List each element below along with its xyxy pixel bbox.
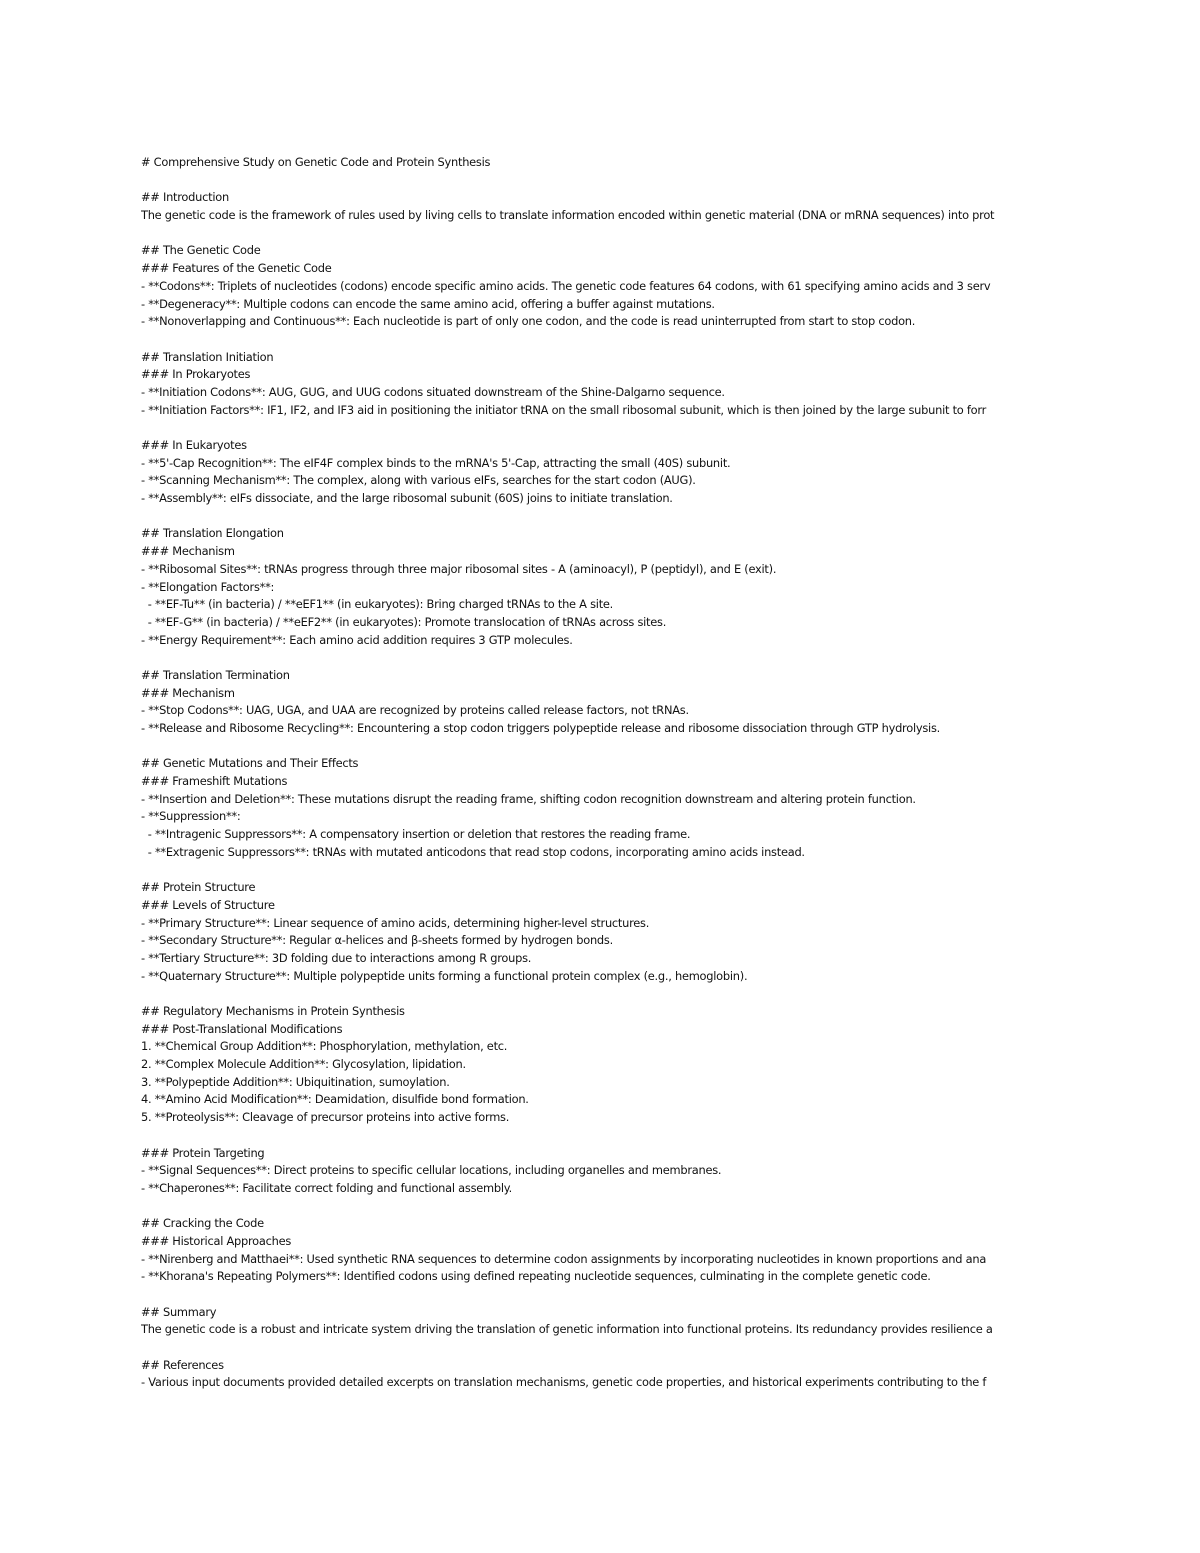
list-item: - **Khorana's Repeating Polymers**: Identified codons using defined repeating nucleotide sequences, culminating in the complete genetic code.: [141, 1269, 931, 1284]
blank-line: [141, 1198, 1059, 1216]
list-item: - **Signal Sequences**: Direct proteins to specific cellular locations, including organelles and membranes.: [141, 1163, 722, 1178]
subsection-heading: ### Protein Targeting: [141, 1145, 265, 1160]
list-item: - **Tertiary Structure**: 3D folding due to interactions among R groups.: [141, 950, 532, 965]
section-heading: ## Protein Structure: [141, 880, 256, 895]
list-item: - **Insertion and Deletion**: These mutations disrupt the reading frame, shifting codon recognition downstream and altering protein function.: [141, 791, 916, 806]
document-page: [141, 154, 1059, 1392]
subsection-heading: ### Historical Approaches: [141, 1233, 292, 1248]
paragraph: The genetic code is a robust and intricate system driving the translation of genetic information into functional proteins. Its redundancy provides resilience a: [141, 1322, 993, 1337]
blank-line: [141, 1286, 1059, 1304]
list-item: - **Energy Requirement**: Each amino acid addition requires 3 GTP molecules.: [141, 632, 573, 647]
paragraph: The genetic code is the framework of rules used by living cells to translate information encoded within genetic material (DNA or mRNA sequences) into prot: [141, 208, 995, 223]
subsection-heading: ### Mechanism: [141, 544, 235, 559]
numbered-item: 5. **Proteolysis**: Cleavage of precursor proteins into active forms.: [141, 1110, 510, 1125]
blank-line: [141, 862, 1059, 880]
list-item: - **Quaternary Structure**: Multiple polypeptide units forming a functional protein complex (e.g., hemoglobin).: [141, 968, 748, 983]
blank-line: [141, 172, 1059, 190]
section-heading: ## Translation Termination: [141, 667, 290, 682]
subsection-heading: ### Features of the Genetic Code: [141, 261, 332, 276]
list-item: - **Secondary Structure**: Regular α-helices and β-sheets formed by hydrogen bonds.: [141, 933, 613, 948]
list-item: - Various input documents provided detailed excerpts on translation mechanisms, genetic code properties, and historical experiments contributing to the f: [141, 1375, 987, 1390]
list-item: - **5'-Cap Recognition**: The eIF4F complex binds to the mRNA's 5'-Cap, attracting the small (40S) subunit.: [141, 455, 731, 470]
list-item: - **Chaperones**: Facilitate correct folding and functional assembly.: [141, 1180, 513, 1195]
list-item: - **Suppression**:: [141, 809, 241, 824]
list-item: - **EF-G** (in bacteria) / **eEF2** (in eukaryotes): Promote translocation of tRNAs across sites.: [141, 614, 667, 629]
blank-line: [141, 419, 1059, 437]
document-title: # Comprehensive Study on Genetic Code and Protein Synthesis: [141, 155, 491, 169]
blank-line: [141, 331, 1059, 349]
section-heading: ## Translation Elongation: [141, 526, 284, 541]
subsection-heading: ### In Prokaryotes: [141, 367, 251, 382]
list-item: - **Initiation Factors**: IF1, IF2, and IF3 aid in positioning the initiator tRNA on the small ribosomal subunit, which is then joined by the large subunit to forr: [141, 402, 987, 417]
blank-line: [141, 1127, 1059, 1145]
blank-line: [141, 225, 1059, 243]
section-heading: ## Translation Initiation: [141, 349, 274, 364]
blank-line: [141, 649, 1059, 667]
list-item: - **Codons**: Triplets of nucleotides (codons) encode specific amino acids. The genetic code features 64 codons, with 61 specifying amino acids and 3 serv: [141, 278, 991, 293]
list-item: - **Degeneracy**: Multiple codons can encode the same amino acid, offering a buffer against mutations.: [141, 296, 715, 311]
list-item: - **Release and Ribosome Recycling**: Encountering a stop codon triggers polypeptide release and ribosome dissociation through GTP hydrolysis.: [141, 721, 941, 735]
blank-line: [141, 738, 1059, 756]
list-item: - **Initiation Codons**: AUG, GUG, and UUG codons situated downstream of the Shine-Dalgarno sequence.: [141, 384, 725, 399]
blank-line: [141, 508, 1059, 526]
subsection-heading: ### In Eukaryotes: [141, 438, 247, 452]
numbered-item: 2. **Complex Molecule Addition**: Glycosylation, lipidation.: [141, 1057, 466, 1072]
section-heading: ## References: [141, 1357, 224, 1372]
section-heading: ## Genetic Mutations and Their Effects: [141, 756, 359, 771]
blank-line: [141, 985, 1059, 1003]
numbered-item: 1. **Chemical Group Addition**: Phosphorylation, methylation, etc.: [141, 1039, 508, 1054]
list-item: - **EF-Tu** (in bacteria) / **eEF1** (in eukaryotes): Bring charged tRNAs to the A site.: [141, 597, 614, 612]
section-heading: ## Regulatory Mechanisms in Protein Synthesis: [141, 1004, 405, 1018]
section-heading: ## Summary: [141, 1304, 217, 1319]
section-heading: ## The Genetic Code: [141, 243, 261, 258]
blank-line: [141, 1339, 1059, 1357]
section-heading: ## Introduction: [141, 190, 229, 205]
list-item: - **Primary Structure**: Linear sequence of amino acids, determining higher-level structures.: [141, 915, 650, 930]
subsection-heading: ### Mechanism: [141, 685, 235, 700]
list-item: - **Elongation Factors**:: [141, 579, 275, 594]
subsection-heading: ### Levels of Structure: [141, 897, 275, 912]
list-item: - **Scanning Mechanism**: The complex, along with various eIFs, searches for the start codon (AUG).: [141, 473, 696, 488]
list-item: - **Nonoverlapping and Continuous**: Each nucleotide is part of only one codon, and the code is read uninterrupted from start to stop codon.: [141, 314, 916, 329]
list-item: - **Nirenberg and Matthaei**: Used synthetic RNA sequences to determine codon assignments by incorporating nucleotides in known proportions and ana: [141, 1251, 987, 1266]
numbered-item: 4. **Amino Acid Modification**: Deamidation, disulfide bond formation.: [141, 1092, 529, 1107]
list-item: - **Extragenic Suppressors**: tRNAs with mutated anticodons that read stop codons, incorporating amino acids instead.: [141, 844, 805, 859]
list-item: - **Ribosomal Sites**: tRNAs progress through three major ribosomal sites - A (aminoacyl), P (peptidyl), and E (exit).: [141, 561, 777, 576]
list-item: - **Assembly**: eIFs dissociate, and the large ribosomal subunit (60S) joins to initiate translation.: [141, 491, 673, 506]
subsection-heading: ### Frameshift Mutations: [141, 774, 288, 789]
section-heading: ## Cracking the Code: [141, 1216, 264, 1231]
numbered-item: 3. **Polypeptide Addition**: Ubiquitination, sumoylation.: [141, 1074, 450, 1089]
list-item: - **Intragenic Suppressors**: A compensatory insertion or deletion that restores the reading frame.: [141, 827, 691, 842]
subsection-heading: ### Post-Translational Modifications: [141, 1021, 343, 1036]
list-item: - **Stop Codons**: UAG, UGA, and UAA are recognized by proteins called release factors, not tRNAs.: [141, 703, 689, 718]
